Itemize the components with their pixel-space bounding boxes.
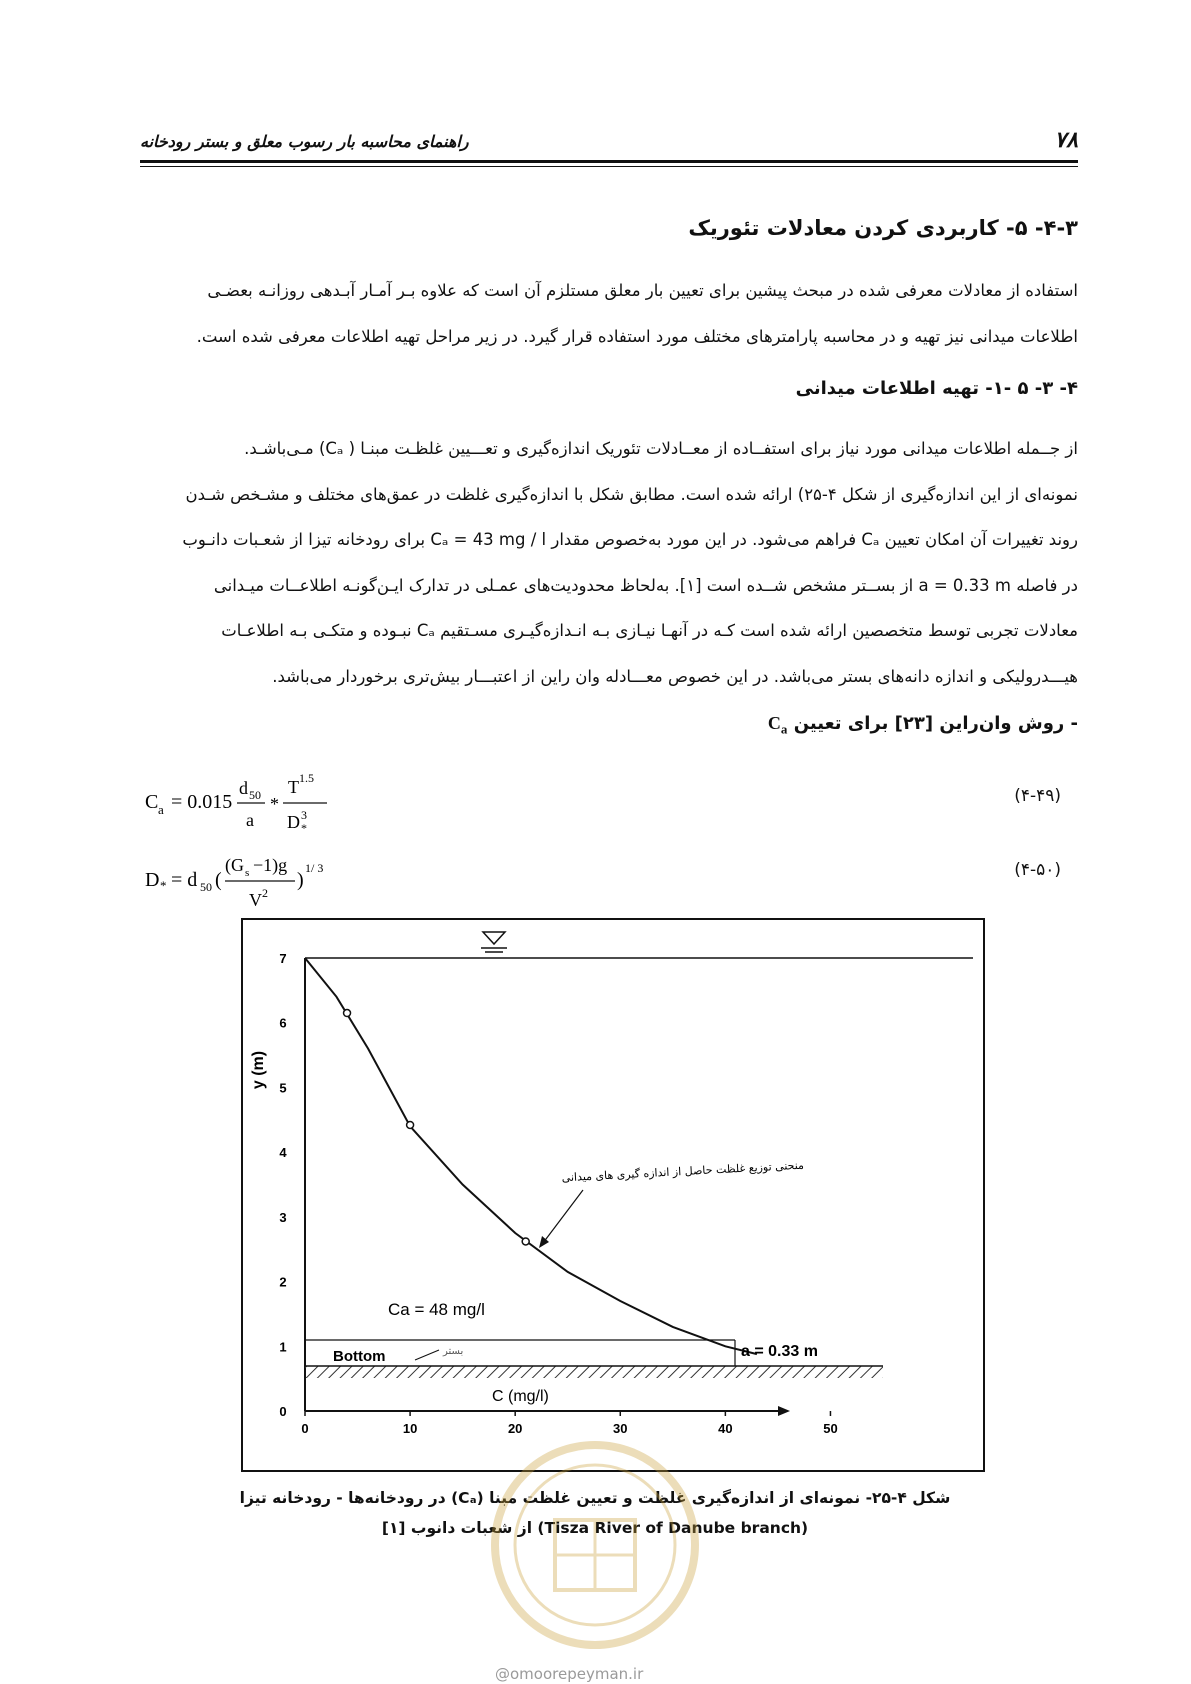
running-title: راهنمای محاسبه بار رسوب معلق و بستر رودخانه — [140, 132, 469, 151]
svg-text:= d: = d — [171, 869, 198, 891]
annotation-arrow — [543, 1190, 583, 1243]
x-tick-label: 30 — [613, 1421, 628, 1436]
paragraph-line: از جــمله اطلاعات میدانی مورد نیاز برای استفــاده از معــادلات تئوریک اندازه‌گیری و تعـــیین غلظـت مبنـا ( Cₐ) مـی‌باشـد. — [244, 439, 1078, 458]
paragraph-line: نمونه‌ای از این اندازه‌گیری از شکل ۴-۲۵) ارائه شده است. مطابق شکل با اندازه‌گیری غلظت در عمق‌های مختلف و مشـخص شـدن — [185, 484, 1078, 504]
bed-label: بستر — [443, 1346, 464, 1357]
header-rule-thin — [140, 166, 1078, 167]
svg-text:C: C — [145, 791, 159, 813]
svg-text:= 0.015: = 0.015 — [171, 791, 233, 813]
reference-height-label: a = 0.33 m — [741, 1343, 818, 1360]
subsection-heading: ۴- ۳- ۵ -۱- تهیه اطلاعات میدانی — [795, 378, 1078, 399]
svg-text:2: 2 — [262, 886, 268, 900]
x-tick-label: 0 — [301, 1421, 309, 1436]
svg-text:a: a — [158, 802, 164, 817]
bed-arrow — [415, 1350, 439, 1360]
riverbed-hatch — [305, 1366, 883, 1378]
subsection-paragraph — [140, 426, 1078, 699]
method-heading — [768, 713, 1078, 738]
caption-line: (Tisza River of Danube branch) از شعبات دانوب [۱] — [381, 1519, 809, 1537]
svg-text:): ) — [297, 869, 304, 891]
svg-text:50: 50 — [249, 788, 261, 802]
x-tick-label: 40 — [718, 1421, 733, 1436]
watermark-seal-logo — [480, 1430, 710, 1660]
equation-49-render — [145, 766, 405, 836]
method-heading-symbol: $C_a$ — [767, 713, 788, 737]
svg-text:(G: (G — [225, 855, 244, 875]
equation-50-render — [145, 844, 405, 914]
svg-text:−1)g: −1)g — [253, 855, 288, 875]
svg-text:50: 50 — [200, 880, 212, 894]
section-heading: ۴-۳- ۵- کاربردی کردن معادلات تئوریک — [688, 216, 1078, 240]
concentration-profile-chart — [243, 920, 983, 1470]
x-tick-label: 20 — [507, 1421, 523, 1436]
measured-point — [407, 1121, 414, 1128]
svg-text:d: d — [239, 778, 248, 798]
equation-50-label: (۴-۵۰) — [1014, 860, 1061, 880]
svg-text:D: D — [145, 869, 160, 891]
x-axis-label: C (mg/l) — [491, 1388, 549, 1405]
equation-49 — [145, 766, 405, 842]
svg-text:a: a — [246, 810, 254, 830]
paragraph-line: اطلاعات میدانی نیز تهیه و در محاسبه پارامترهای مختلف مورد استفاده قرار گیرد. در زیر مراحل تهیه اطلاعات معرفی شده است. — [196, 327, 1078, 346]
svg-text:*: * — [160, 878, 167, 893]
paragraph-line: در فاصله a = 0.33 m از بســتر مشخص شــده است [۱]. به‌لحاظ محدودیت‌های عمـلی در تدارک ایـن‌گونـه اطلاعــات میـدانی — [213, 575, 1078, 595]
bottom-label: Bottom — [333, 1348, 386, 1365]
svg-text:D: D — [287, 812, 300, 832]
svg-text:V: V — [249, 890, 262, 910]
svg-text:*: * — [301, 821, 307, 835]
measured-point — [522, 1238, 529, 1245]
ca-label: Ca = 48 mg/l — [388, 1300, 485, 1319]
section-paragraph — [140, 268, 1078, 360]
y-tick-label: 0 — [279, 1404, 287, 1419]
svg-text:T: T — [288, 777, 299, 797]
page-number: ۷۸ — [1054, 128, 1078, 153]
y-tick-label: 4 — [279, 1145, 287, 1161]
paragraph-line: استفاده از معادلات معرفی شده در مبحث پیشین برای تعیین بار معلق مستلزم آن است که علاوه بـر آمـار آبـدهی روزانـه بعضـی — [207, 281, 1078, 300]
figure-frame — [241, 918, 985, 1472]
y-tick-label: 2 — [279, 1274, 287, 1290]
y-tick-label: 5 — [279, 1080, 287, 1096]
svg-text:1.5: 1.5 — [299, 771, 314, 785]
curve-annotation: منحنی توزیع غلظت حاصل از اندازه گیری های میدانی — [561, 1158, 805, 1185]
header-rule — [140, 160, 1078, 163]
measured-point — [344, 1010, 351, 1017]
y-tick-label: 3 — [279, 1209, 287, 1225]
y-tick-label: 7 — [279, 951, 287, 966]
svg-text:s: s — [245, 867, 250, 879]
concentration-curve — [305, 958, 757, 1354]
y-tick-label: 6 — [279, 1015, 287, 1031]
svg-text:*: * — [270, 794, 279, 814]
svg-text:(: ( — [215, 869, 222, 891]
page-header — [140, 128, 1078, 158]
method-heading-text: - روش وان‌راین [۲۳] برای تعیین — [793, 713, 1078, 734]
equation-50 — [145, 844, 405, 920]
x-axis-arrow — [778, 1406, 790, 1416]
equation-49-label: (۴-۴۹) — [1014, 786, 1061, 806]
paragraph-line: معادلات تجربی توسط متخصصین ارائه شده است کـه در آنهـا نیـازی بـه انـدازه‌گیـری مسـتقیم Cₐ نبـوده و متکـی بـه اطلاعـات — [221, 621, 1078, 640]
svg-text:1/ 3: 1/ 3 — [305, 861, 324, 875]
paragraph-line: روند تغییرات آن امکان تعیین Cₐ فراهم می‌شود. در این مورد به‌خصوص مقدار Cₐ = 43 mg / l برای رودخانه تیزا از شعـبات دانـوب — [182, 530, 1078, 549]
svg-text:3: 3 — [301, 808, 307, 822]
watermark-text: @omoorepeyman.ir — [495, 1665, 644, 1683]
caption-line: شکل ۴-۲۵- نمونه‌ای از اندازه‌گیری غلظت و تعیین غلظت مبنا (Cₐ) در رودخانه‌ها - رودخانه تیزا — [239, 1489, 951, 1507]
paragraph-line: هیـــدرولیکی و اندازه دانه‌های بستر می‌باشد. در این خصوص معـــادله وان راین از اعتبـــار بیش‌تری برخوردار می‌باشد. — [272, 666, 1078, 686]
x-tick-label: 50 — [823, 1421, 838, 1436]
water-level-icon — [483, 932, 505, 944]
y-axis-label: y (m) — [250, 1050, 267, 1090]
y-tick-label: 1 — [279, 1339, 287, 1355]
x-tick-label: 10 — [402, 1421, 418, 1436]
